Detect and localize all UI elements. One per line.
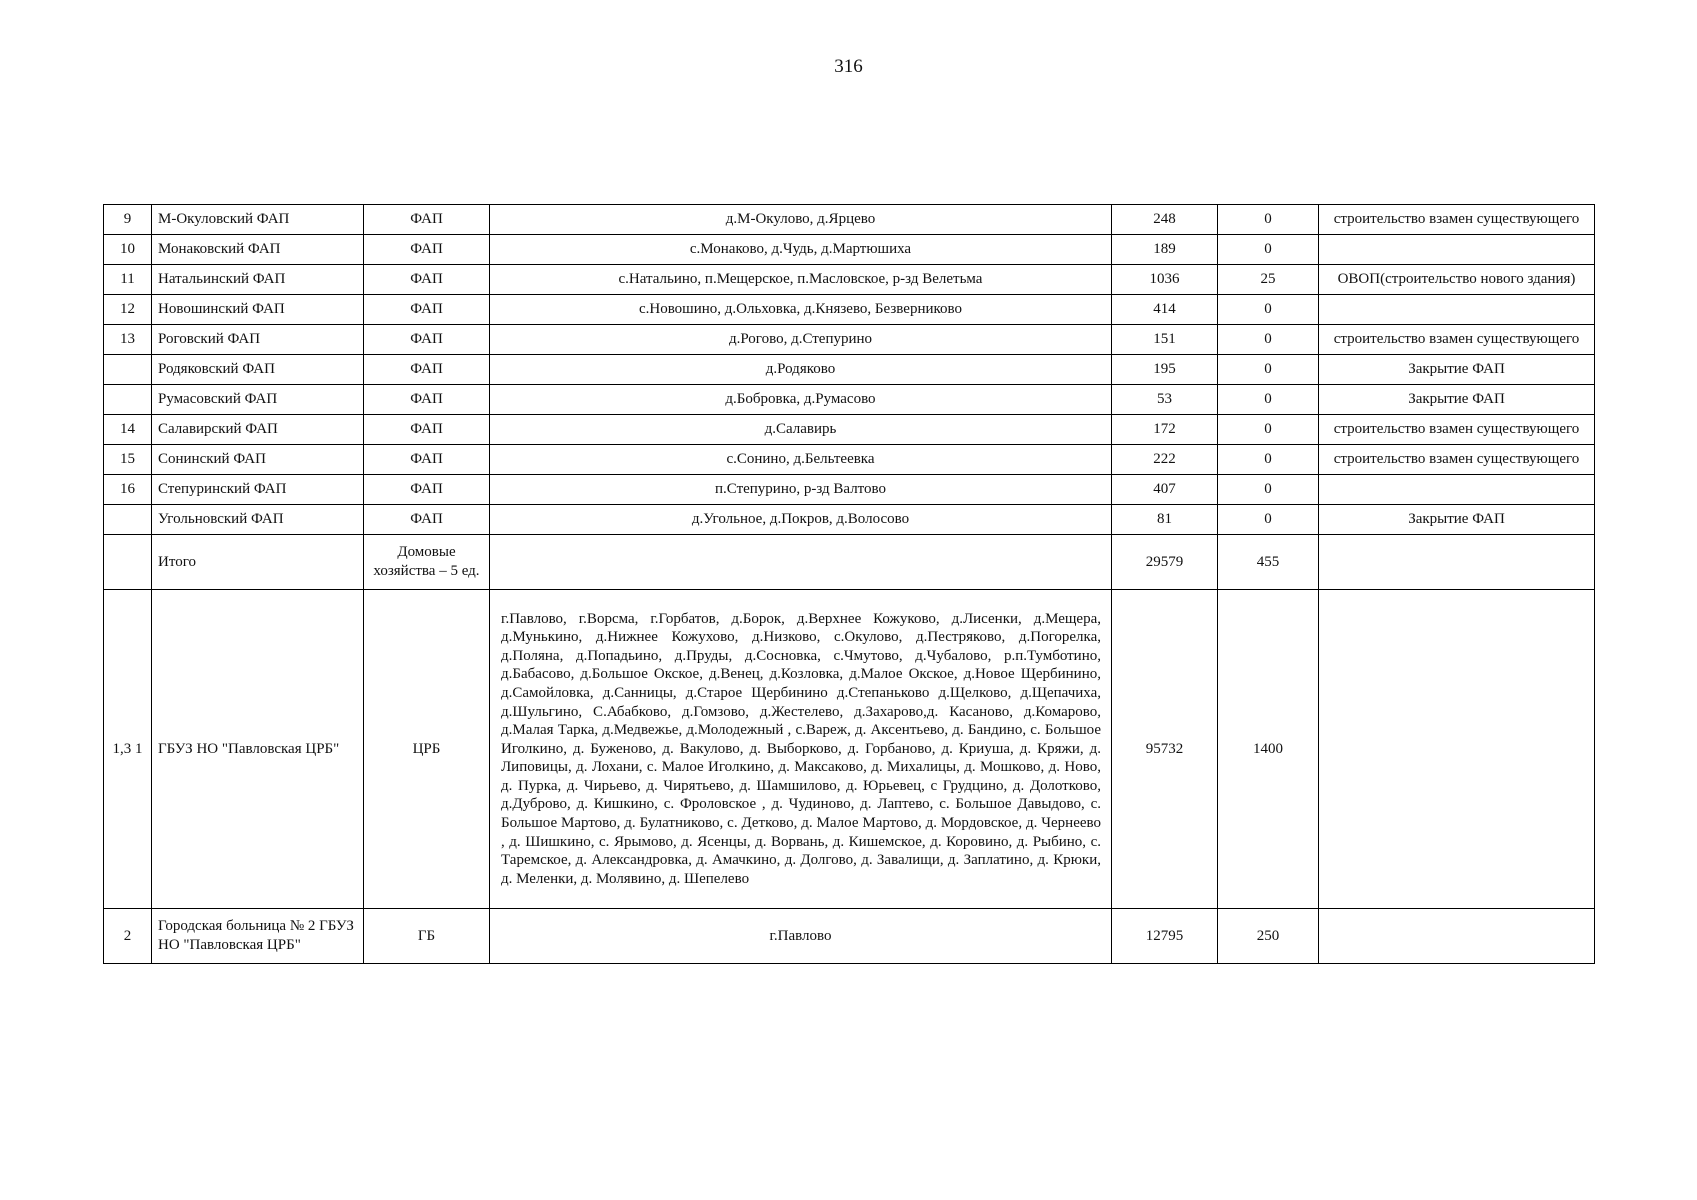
facility-type: ФАП [364, 475, 490, 505]
row-number: 14 [104, 415, 152, 445]
row-number: 1,3 1 [104, 590, 152, 909]
row-number: 2 [104, 909, 152, 964]
facility-type: ЦРБ [364, 590, 490, 909]
count: 0 [1218, 295, 1319, 325]
population: 414 [1112, 295, 1218, 325]
facility-type: ФАП [364, 205, 490, 235]
service-area: г.Павлово, г.Ворсма, г.Горбатов, д.Борок, д.Верхнее Кожуково, д.Лисенки, д.Мещера, д.Мунькино, д.Нижнее Кожухово, д.Низково, с.Окулово, д.Пестряково, д.Погорелка, д.Поляна, д.Попадьино, д.Пруды, д.Сосновка, с.Чмутово, д.Чубалово, р.п.Тумботино, д.Бабасово, д.Большое Окское, д.Венец, д.Козловка, д.Малое Окское, д.Новое Щербинино, д.Самойловка, д.Санницы, д.Старое Щербинино д.Степаньково д.Щелково, д.Щепачиха, д.Шульгино, С.Абабково, д.Гомзово, д.Жестелево, д.Захарово,д. Касаново, д.Комарово, д.Малая Тарка, д.Медвежье, д.Молодежный , с.Вареж, д. Аксентьево, д. Бандино, с. Большое Иголкино, д. Буженово, д. Вакулово, д. Выборково, д. Горбаново, д. Криуша, д. Кряжи, д. Липовицы, д. Лохани, с. Малое Иголкино, д. Максаково, д. Михалицы, д. Мошково, д. Ново, д. Пурка, д. Чирьево, д. Чирятьево, д. Шамшилово, д. Юрьевец, с Грудцино, д. Долотково, д.Дуброво, д. Кишкино, с. Фроловское , д. Чудиново, д. Лаптево, с. Большое Давыдово, с. Большое Мартово, д. Булатниково, с. Детково, д. Малое Мартово, д. Мордовское, д. Чернеево , д. Шишкино, с. Ярымово, д. Ясенцы, д. Ворвань, д. Кишемское, д. Коровино, д. Рыбино, с. Таремское, д. Александровка, д. Амачкино, д. Долгово, д. Завалищи, д. Заплатино, д. Крюки, д. Меленки, д. Молявино, д. Шепелево [490, 590, 1112, 909]
row-number: 10 [104, 235, 152, 265]
table-row [104, 325, 1595, 355]
row-number: 11 [104, 265, 152, 295]
facility-name: Родяковский ФАП [152, 355, 364, 385]
facility-type: ФАП [364, 235, 490, 265]
row-number [104, 355, 152, 385]
page-number: 316 [834, 56, 863, 77]
count: 25 [1218, 265, 1319, 295]
row-number: 16 [104, 475, 152, 505]
facility-type: ФАП [364, 445, 490, 475]
service-area [490, 535, 1112, 590]
note [1319, 295, 1595, 325]
count: 0 [1218, 325, 1319, 355]
facility-name: ГБУЗ НО "Павловская ЦРБ" [152, 590, 364, 909]
note: Закрытие ФАП [1319, 385, 1595, 415]
table-row [104, 385, 1595, 415]
table-row [104, 265, 1595, 295]
facility-name: Натальинский ФАП [152, 265, 364, 295]
table-row [104, 235, 1595, 265]
table-body [104, 205, 1595, 964]
facility-type: ГБ [364, 909, 490, 964]
count: 0 [1218, 415, 1319, 445]
facility-name: Роговский ФАП [152, 325, 364, 355]
facility-type: ФАП [364, 265, 490, 295]
note: ОВОП(строительство нового здания) [1319, 265, 1595, 295]
service-area: д.Бобровка, д.Румасово [490, 385, 1112, 415]
count: 0 [1218, 205, 1319, 235]
facility-name: Угольновский ФАП [152, 505, 364, 535]
note [1319, 535, 1595, 590]
count: 0 [1218, 445, 1319, 475]
crb-row [104, 590, 1595, 909]
service-area: д.Рогово, д.Степурино [490, 325, 1112, 355]
table-row [104, 205, 1595, 235]
facility-type: Домовые хозяйства – 5 ед. [364, 535, 490, 590]
population: 81 [1112, 505, 1218, 535]
facility-type: ФАП [364, 355, 490, 385]
facility-type: ФАП [364, 385, 490, 415]
service-area: д.М-Окулово, д.Ярцево [490, 205, 1112, 235]
row-number: 15 [104, 445, 152, 475]
facility-name: Итого [152, 535, 364, 590]
service-area: п.Степурино, р-зд Валтово [490, 475, 1112, 505]
population: 248 [1112, 205, 1218, 235]
population: 222 [1112, 445, 1218, 475]
note [1319, 909, 1595, 964]
service-area: г.Павлово [490, 909, 1112, 964]
service-area: с.Натальино, п.Мещерское, п.Масловское, р-зд Велетьма [490, 265, 1112, 295]
count: 0 [1218, 355, 1319, 385]
note: Закрытие ФАП [1319, 355, 1595, 385]
population: 195 [1112, 355, 1218, 385]
count: 455 [1218, 535, 1319, 590]
table-row [104, 475, 1595, 505]
row-number [104, 385, 152, 415]
service-area: д.Угольное, д.Покров, д.Волосово [490, 505, 1112, 535]
table-row [104, 415, 1595, 445]
population: 12795 [1112, 909, 1218, 964]
population: 407 [1112, 475, 1218, 505]
count: 0 [1218, 505, 1319, 535]
note: Закрытие ФАП [1319, 505, 1595, 535]
gb-row [104, 909, 1595, 964]
facility-type: ФАП [364, 415, 490, 445]
population: 151 [1112, 325, 1218, 355]
note: строительство взамен существующего [1319, 445, 1595, 475]
facility-type: ФАП [364, 325, 490, 355]
row-number: 13 [104, 325, 152, 355]
facility-name: Новошинский ФАП [152, 295, 364, 325]
facility-name: Городская больница № 2 ГБУЗ НО "Павловская ЦРБ" [152, 909, 364, 964]
table-row [104, 295, 1595, 325]
service-area: с.Монаково, д.Чудь, д.Мартюшиха [490, 235, 1112, 265]
count: 0 [1218, 235, 1319, 265]
facility-name: Салавирский ФАП [152, 415, 364, 445]
count: 250 [1218, 909, 1319, 964]
population: 95732 [1112, 590, 1218, 909]
population: 29579 [1112, 535, 1218, 590]
table-row [104, 355, 1595, 385]
service-area: с.Сонино, д.Бельтеевка [490, 445, 1112, 475]
facility-type: ФАП [364, 505, 490, 535]
row-number [104, 505, 152, 535]
row-number: 9 [104, 205, 152, 235]
facility-name: М-Окуловский ФАП [152, 205, 364, 235]
note [1319, 235, 1595, 265]
population: 172 [1112, 415, 1218, 445]
population: 53 [1112, 385, 1218, 415]
note [1319, 475, 1595, 505]
facility-name: Степуринский ФАП [152, 475, 364, 505]
note: строительство взамен существующего [1319, 415, 1595, 445]
facilities-table [103, 204, 1595, 964]
table-row [104, 505, 1595, 535]
service-area: д.Родяково [490, 355, 1112, 385]
row-number [104, 535, 152, 590]
total-row [104, 535, 1595, 590]
note: строительство взамен существующего [1319, 205, 1595, 235]
note: строительство взамен существующего [1319, 325, 1595, 355]
count: 0 [1218, 385, 1319, 415]
note [1319, 590, 1595, 909]
table-row [104, 445, 1595, 475]
facility-name: Сонинский ФАП [152, 445, 364, 475]
facility-name: Монаковский ФАП [152, 235, 364, 265]
facility-name: Румасовский ФАП [152, 385, 364, 415]
population: 1036 [1112, 265, 1218, 295]
count: 1400 [1218, 590, 1319, 909]
service-area: с.Новошино, д.Ольховка, д.Князево, Безверниково [490, 295, 1112, 325]
population: 189 [1112, 235, 1218, 265]
facility-type: ФАП [364, 295, 490, 325]
row-number: 12 [104, 295, 152, 325]
count: 0 [1218, 475, 1319, 505]
service-area: д.Салавирь [490, 415, 1112, 445]
